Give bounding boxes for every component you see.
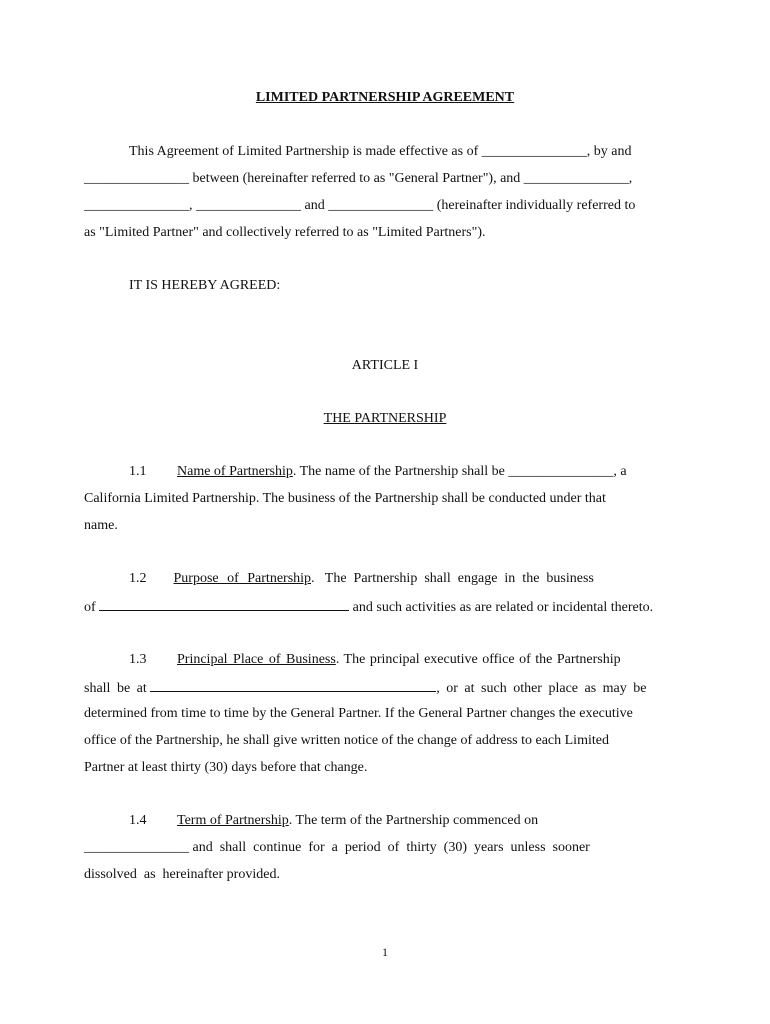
page-number: 1 [382,945,388,959]
section-1-4-line-2: _______________ and shall continue for a period of thirty (30) years unless sooner [84,840,590,855]
text-prefix: shall be at [84,681,147,696]
blank-line [150,678,436,692]
section-title: Purpose of Partnership [173,571,312,586]
section-1-1-first-line [129,463,627,481]
text-prefix: of [84,600,96,615]
section-title: Name of Partnership [177,464,293,479]
section-1-3-line-3: determined from time to time by the General Partner. If the General Partner changes the executive [84,706,633,721]
article-number: ARTICLE I [351,358,419,373]
section-title: Term of Partnership [177,813,289,828]
section-1-1-line-3: name. [84,518,118,533]
section-1-3-line-4: office of the Partnership, he shall give written notice of the change of address to each Limited [84,733,609,748]
section-1-4-line-3: dissolved as hereinafter provided. [84,867,280,882]
section-1-2-line-2 [84,597,653,617]
intro-line-3: _______________, _______________ and _______________ (hereinafter individually referred to [84,198,636,213]
section-title: Principal Place of Business [177,652,336,667]
intro-line-2: _______________ between (hereinafter referred to as "General Partner"), and _______________, [84,171,633,186]
section-number: 1.2 [129,571,147,586]
blank-line [99,597,349,611]
section-text: . The term of the Partnership commenced on [288,813,539,828]
section-number: 1.1 [129,464,147,479]
intro-line-1: This Agreement of Limited Partnership is made effective as of _______________, by and [129,144,632,159]
section-1-2-first-line [129,570,594,588]
section-text: . The Partnership shall engage in the business [311,571,594,586]
text-suffix: and such activities as are related or incidental thereto. [352,600,654,615]
section-text: . The principal executive office of the Partnership [335,652,621,667]
intro-line-4: as "Limited Partner" and collectively referred to as "Limited Partners"). [84,225,486,240]
section-1-3-line-2 [84,678,646,698]
section-number: 1.4 [129,813,147,828]
document-title: LIMITED PARTNERSHIP AGREEMENT [255,90,515,105]
section-1-4-first-line [129,812,538,830]
section-1-3-line-5: Partner at least thirty (30) days before that change. [84,760,368,775]
section-number: 1.3 [129,652,147,667]
section-text: . The name of the Partnership shall be _______________, a [292,464,627,479]
section-1-3-first-line [129,651,621,669]
section-1-1-line-2: California Limited Partnership. The business of the Partnership shall be conducted under that [84,491,606,506]
text-suffix: , or at such other place as may be [436,681,647,696]
article-heading: THE PARTNERSHIP [323,411,447,426]
agreed-statement: IT IS HEREBY AGREED: [129,278,281,293]
